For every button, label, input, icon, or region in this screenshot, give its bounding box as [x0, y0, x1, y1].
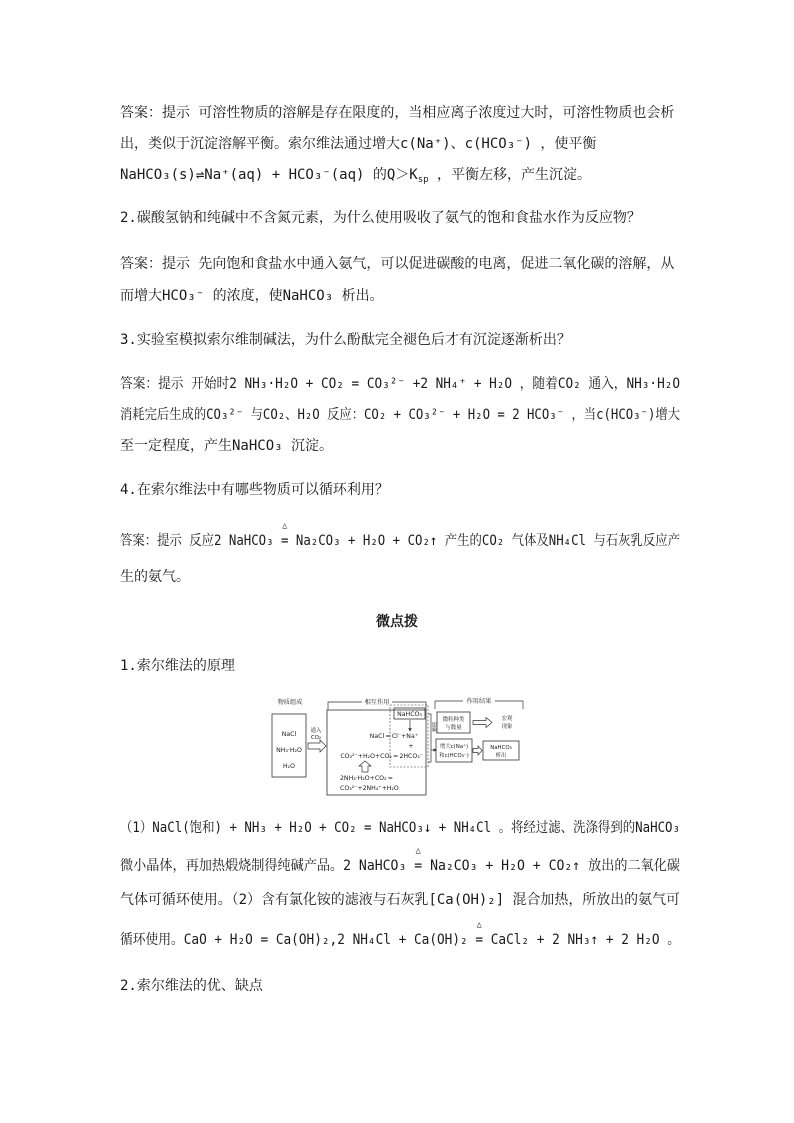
point1-line4-text-b: CaCl₂ + 2 NH₃↑ + 2 H₂O 。 — [483, 932, 680, 948]
point1-line4 — [120, 920, 680, 950]
inlet-label-pass: 通入 — [310, 728, 322, 734]
point1-title: 1.索尔维法的原理 — [120, 658, 235, 674]
heat-triangle-icon: △ — [282, 521, 288, 531]
header-composition: 物质组成 — [277, 699, 303, 706]
answer1-line1: 答案：提示 可溶性物质的溶解是存在限度的，当相应离子浓度过大时，可溶性物质也会析 — [120, 105, 675, 121]
increase-label-line2: 和c(HCO₃⁻) — [439, 753, 469, 759]
answer4-line1-text-a: 答案：提示 反应2 NaHCO₃ — [120, 533, 282, 549]
inlet-label-co2: CO₂ — [310, 735, 322, 741]
solvay-principle-diagram — [270, 692, 526, 796]
micro-to-macro-arrow-icon — [473, 718, 492, 728]
ksp-subscript: sp — [417, 175, 429, 185]
question4: 4.在索尔维法中有哪些物质可以循环利用？ — [120, 482, 389, 498]
answer2-line2: 而增大HCO₃⁻ 的浓度，使NaHCO₃ 析出。 — [120, 288, 384, 304]
macro-label-line2: 现象 — [501, 724, 513, 730]
answer4-line2: 生的氨气。 — [120, 569, 190, 585]
interaction-bracket-left — [328, 702, 362, 710]
answer1-line3-text-a: NaHCO₃(s)⇌Na⁺(aq) + HCO₃⁻(aq) 的Q＞K — [120, 167, 418, 183]
influence-label: 影响 — [430, 722, 437, 733]
point1-line1: （1）NaCl(饱和) + NH₃ + H₂O + CO₂ = NaHCO₃↓ + NH₄Cl 。将经过滤、洗涤得到的NaHCO₃ — [120, 820, 680, 836]
point1-line4-text-a: 循环使用。CaO + H₂O = Ca(OH)₂,2 NH₄Cl + Ca(OH)₂ — [120, 932, 476, 948]
point1-line3: 气体可循环使用。（2）含有氯化铵的滤液与石灰乳[Ca(OH)₂] 混合加热，所放出的氨气可 — [120, 892, 680, 908]
equation-ammonia-line2: CO₃²⁻+2NH₄⁺+H₂O — [340, 785, 399, 792]
header-interaction: 相互作用 — [364, 699, 390, 706]
question3: 3.实验室模拟索尔维制碱法，为什么酚酞完全褪色后才有沉淀逐渐析出？ — [120, 332, 571, 348]
answer3-line1: 答案：提示 开始时2 NH₃·H₂O + CO₂ = CO₃²⁻ +2 NH₄⁺ + H₂O ，随着CO₂ 通入，NH₃·H₂O — [120, 376, 680, 392]
result-bracket-right — [495, 701, 523, 709]
result-bracket-left — [435, 701, 463, 709]
answer1-line3-text-b: ，平衡左移，产生沉淀。 — [428, 167, 591, 183]
interaction-bracket-right — [392, 702, 426, 710]
heat-triangle-icon: △ — [415, 846, 421, 856]
reactant-water: H₂O — [282, 763, 296, 770]
precipitate-label-line2: 析出 — [495, 753, 507, 759]
point1-line2 — [120, 846, 680, 876]
increase-to-precipitate-arrow-icon — [473, 746, 482, 755]
header-result: 作用结果 — [466, 698, 492, 705]
heating-equals-sign — [281, 521, 289, 551]
macro-label-line1: 宏观 — [501, 716, 513, 722]
point1-line2-text-b: Na₂CO₃ + H₂O + CO₂↑ 放出的二氧化碳 — [422, 858, 680, 874]
question2: 2.碳酸氢钠和纯碱中不含氮元素，为什么使用吸收了氨气的饱和食盐水作为反应物？ — [120, 210, 641, 226]
equation-ammonia-line1: 2NH₃·H₂O+CO₂ ═ — [340, 775, 393, 782]
equals-sign: = — [475, 932, 484, 948]
answer2-line1: 答案：提示 先向饱和食盐水中通入氨气，可以促进碳酸的电离，促进二氧化碳的溶解，从 — [120, 256, 675, 272]
answer3-line2: 消耗完后生成的CO₃²⁻ 与CO₂、H₂O 反应：CO₂ + CO₃²⁻ + H₂O = 2 HCO₃⁻ ，当c(HCO₃⁻)增大 — [120, 407, 680, 423]
inlet-arrow-icon — [308, 740, 326, 752]
answer1-line3 — [120, 165, 591, 185]
section-title: 微点拨 — [376, 614, 418, 630]
micro-label-line1: 微粒种类 — [442, 717, 465, 723]
heat-triangle-icon: △ — [476, 920, 482, 930]
precipitate-label-line1: NaHCO₃ — [490, 745, 512, 751]
equals-sign: = — [281, 533, 289, 549]
answer1-line2: 出，类似于沉淀溶解平衡。索尔维法通过增大c(Na⁺)、c(HCO₃⁻) ，使平衡 — [120, 136, 597, 152]
reactant-nacl: NaCl — [281, 731, 297, 738]
answer3-line3: 至一定程度，产生NaHCO₃ 沉淀。 — [120, 438, 334, 454]
up-arrow-icon — [359, 761, 371, 772]
plus-sign: + — [408, 743, 414, 750]
point1-line2-text-a: 微小晶体，再加热煅烧制得纯碱产品。2 NaHCO₃ — [120, 858, 415, 874]
reactant-ammonia-water: NH₃·H₂O — [276, 747, 302, 754]
equals-sign: = — [414, 858, 423, 874]
heating-equals-sign — [414, 846, 423, 876]
answer4-line1 — [120, 521, 680, 551]
equation-nacl-dissociation: NaCl ═ Cl⁻+Na⁺ — [369, 733, 418, 740]
point2-title: 2.索尔维法的优、缺点 — [120, 978, 263, 994]
increase-label-line1: 增大c(Na⁺) — [439, 744, 469, 750]
equation-bicarbonate: CO₃²⁻+H₂O+CO₂ ═ 2HCO₃⁻ — [340, 753, 423, 760]
answer4-line1-text-b: Na₂CO₃ + H₂O + CO₂↑ 产生的CO₂ 气体及NH₄Cl 与石灰乳反应产 — [288, 533, 680, 549]
product-nahco3: NaHCO₃ — [397, 711, 422, 718]
heating-equals-sign — [475, 920, 484, 950]
micro-label-line2: 与数量 — [445, 725, 462, 731]
